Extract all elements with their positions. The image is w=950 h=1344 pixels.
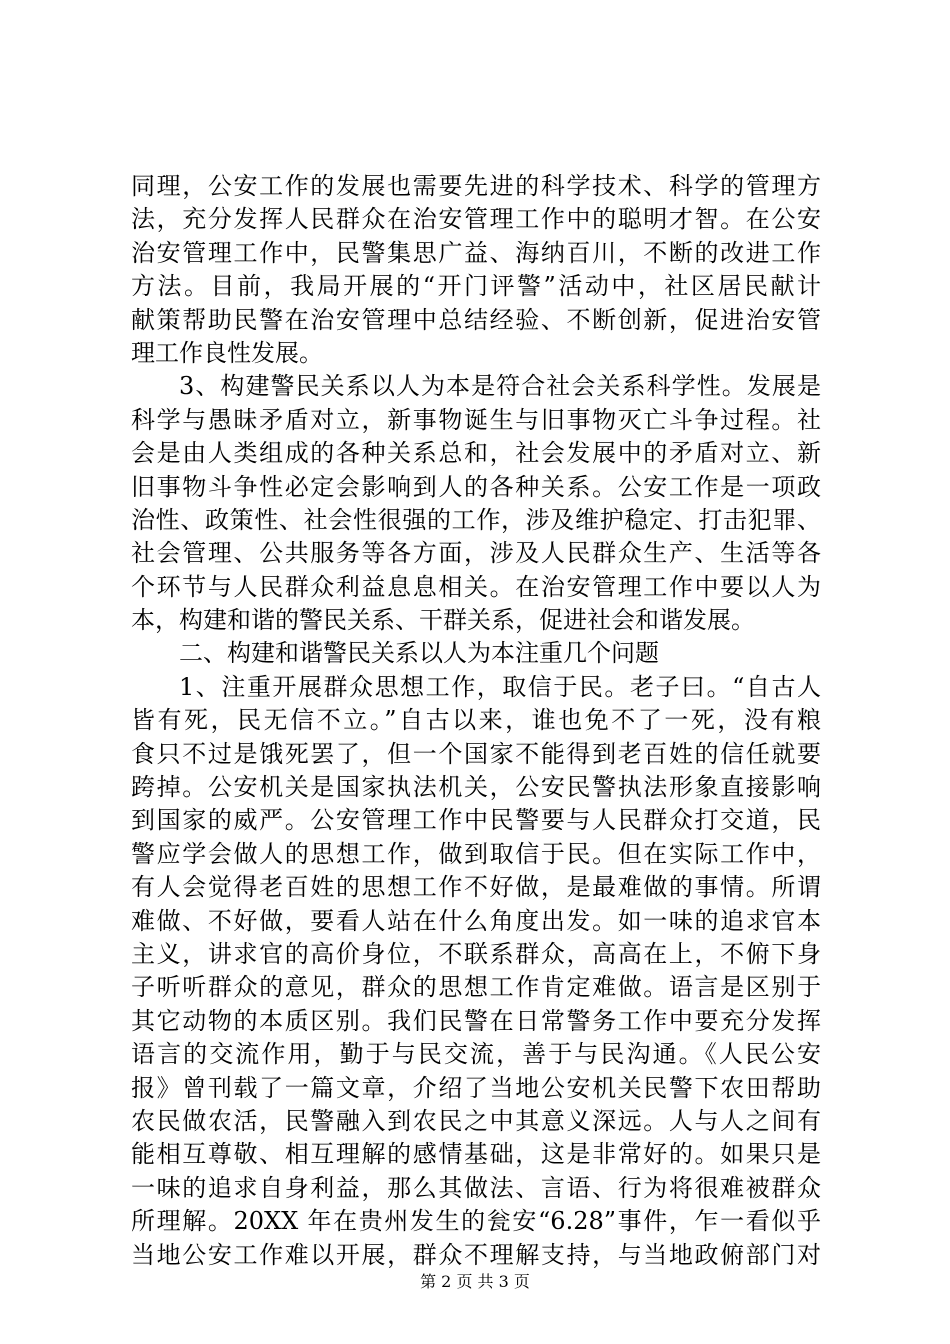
text-line: 语言的交流作用，勤于与民交流，善于与民沟通。《人民公安 (131, 1040, 821, 1069)
text-line: 科学与愚昧矛盾对立，新事物诞生与旧事物灭亡斗争过程。社 (131, 405, 821, 434)
text-line: 到国家的威严。公安管理工作中民警要与人民群众打交道，民 (131, 806, 821, 835)
text-line: 一味的追求自身利益，那么其做法、言语、行为将很难被群众 (131, 1173, 821, 1202)
paragraph-start-line: 1、注重开展群众思想工作，取信于民。老子曰。“自古人 (179, 672, 821, 701)
text-line: 同理，公安工作的发展也需要先进的科学技术、科学的管理方 (131, 172, 821, 200)
text-line: 能相互尊敬、相互理解的感情基础，这是非常好的。如果只是 (131, 1140, 821, 1169)
text-line: 会是由人类组成的各种关系总和，社会发展中的矛盾对立、新 (131, 439, 821, 468)
page-footer: 第 2 页 共 3 页 (420, 1272, 530, 1291)
text-line: 当地公安工作难以开展，群众不理解支持，与当地政俯部门对 (131, 1240, 821, 1269)
section-heading: 二、构建和谐警民关系以人为本注重几个问题 (179, 639, 659, 668)
text-line: 警应学会做人的思想工作，做到取信于民。但在实际工作中， (131, 839, 821, 868)
text-line: 本，构建和谐的警民关系、干群关系，促进社会和谐发展。 (131, 606, 755, 635)
text-line: 理工作良性发展。 (131, 338, 323, 367)
text-line: 皆有死，民无信不立。”自古以来，谁也免不了一死，没有粮 (131, 706, 821, 735)
text-line: 食只不过是饿死罢了，但一个国家不能得到老百姓的信任就要 (131, 739, 821, 768)
text-line: 报》曾刊载了一篇文章，介绍了当地公安机关民警下农田帮助 (131, 1073, 821, 1102)
text-line: 主义，讲求官的高价身位，不联系群众，高高在上，不俯下身 (131, 939, 821, 968)
text-line: 跨掉。公安机关是国家执法机关，公安民警执法形象直接影响 (131, 773, 821, 802)
text-line: 治性、政策性、社会性很强的工作，涉及维护稳定、打击犯罪、 (131, 505, 821, 534)
text-line: 方法。目前，我局开展的“开门评警”活动中，社区居民献计 (131, 272, 821, 301)
text-line: 所理解。20XX 年在贵州发生的瓮安“6.28”事件，乍一看似乎 (131, 1207, 821, 1236)
text-line: 有人会觉得老百姓的思想工作不好做，是最难做的事情。所谓 (131, 873, 821, 902)
text-line: 旧事物斗争性必定会影响到人的各种关系。公安工作是一项政 (131, 472, 821, 501)
document-body (131, 170, 821, 1272)
paragraph-start-line: 3、构建警民关系以人为本是符合社会关系科学性。发展是 (179, 372, 821, 401)
text-line: 社会管理、公共服务等各方面，涉及人民群众生产、生活等各 (131, 539, 821, 568)
text-line: 法，充分发挥人民群众在治安管理工作中的聪明才智。在公安 (131, 205, 821, 234)
text-line: 子听听群众的意见，群众的思想工作肯定难做。语言是区别于 (131, 973, 821, 1002)
text-line: 治安管理工作中，民警集思广益、海纳百川，不断的改进工作 (131, 238, 821, 267)
text-line: 难做、不好做，要看人站在什么角度出发。如一味的追求官本 (131, 906, 821, 935)
text-line: 农民做农活，民警融入到农民之中其意义深远。人与人之间有 (131, 1106, 821, 1135)
text-line: 其它动物的本质区别。我们民警在日常警务工作中要充分发挥 (131, 1006, 821, 1035)
text-line: 个环节与人民群众利益息息相关。在治安管理工作中要以人为 (131, 572, 821, 601)
text-line: 献策帮助民警在治安管理中总结经验、不断创新，促进治安管 (131, 305, 821, 334)
